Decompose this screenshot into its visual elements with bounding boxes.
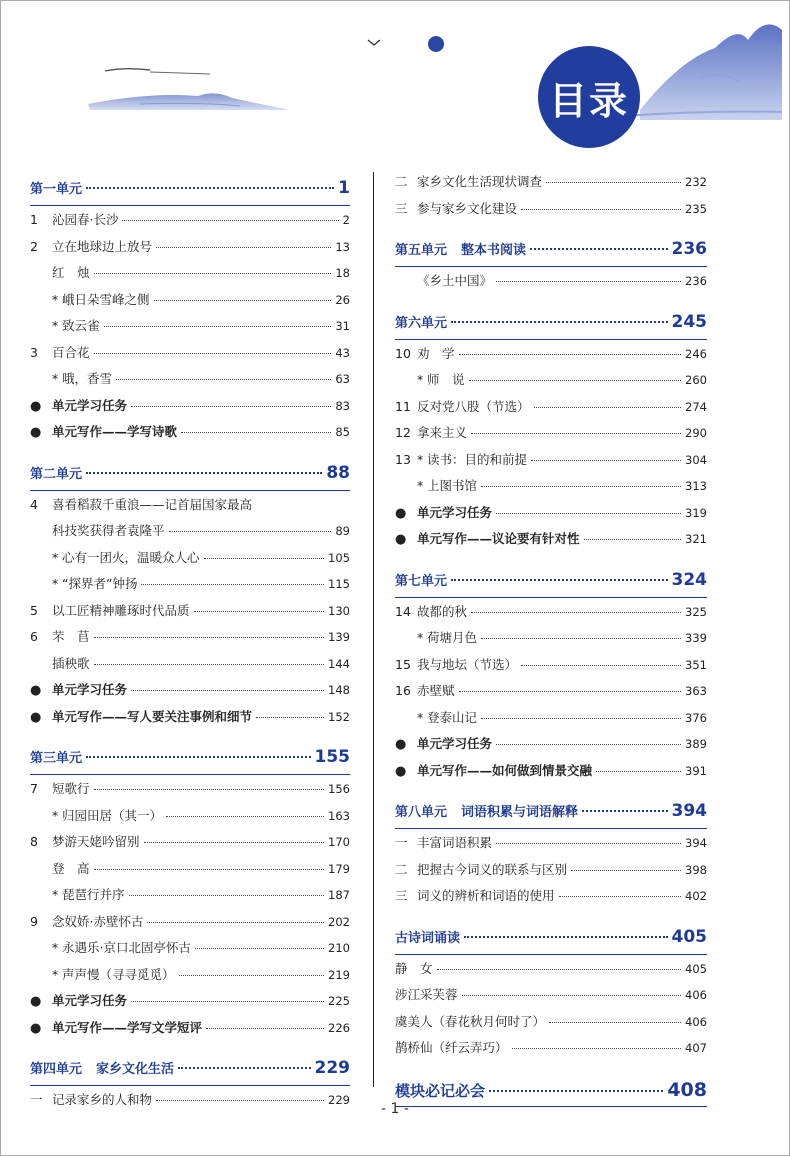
toc-entry[interactable] <box>395 628 707 655</box>
entry-page: 26 <box>335 292 350 307</box>
entry-number: 4 <box>30 496 38 512</box>
toc-entry[interactable] <box>30 654 350 681</box>
entry-page: 225 <box>328 994 350 1008</box>
entry-page: 31 <box>335 319 350 333</box>
leader-dots <box>156 247 331 248</box>
entry-page: 144 <box>328 656 350 671</box>
leader-dots <box>469 380 682 381</box>
leader-dots <box>166 816 324 817</box>
entry-title: 喜看稻菽千重浪——记首届国家最高 <box>52 496 253 512</box>
self-study-mark: * <box>52 807 59 823</box>
toc-entry[interactable] <box>395 199 707 226</box>
entry-number: 6 <box>30 629 38 644</box>
entry-number: 15 <box>395 656 411 672</box>
entry-title: 梦游天姥吟留别 <box>52 834 140 849</box>
leader-dots <box>94 789 325 790</box>
entry-page: 389 <box>685 737 707 751</box>
entry-title: 我与地坛（节选） <box>417 656 518 672</box>
leader-dots <box>481 638 681 639</box>
entry-title: 单元写作——如何做到情景交融 <box>417 762 593 778</box>
entry-number: 9 <box>30 913 38 929</box>
entry-page: 321 <box>685 532 707 546</box>
unit-heading[interactable]: 第七单元 324 <box>395 569 707 590</box>
leader-dots <box>206 1028 324 1029</box>
entry-title: 心有一团火，温暖众人心 <box>62 549 200 565</box>
entry-title: 科技奖获得者袁隆平 <box>52 523 165 538</box>
toc-entry[interactable] <box>30 965 350 992</box>
entry-number: 14 <box>395 603 411 619</box>
leader-dots <box>437 969 682 970</box>
toc-entry[interactable] <box>395 655 707 682</box>
leader-dots <box>154 300 332 301</box>
leader-dots <box>512 1048 682 1049</box>
entry-title: 短歌行 <box>52 781 90 796</box>
entry-page: 407 <box>685 1041 707 1055</box>
toc-entry[interactable] <box>395 172 707 199</box>
toc-entry[interactable] <box>395 708 707 735</box>
entry-page: 210 <box>328 941 350 955</box>
toc-entry[interactable] <box>395 370 707 397</box>
toc-entry[interactable] <box>30 495 350 522</box>
leader-dots <box>104 326 332 327</box>
toc-right-column <box>395 172 707 1111</box>
leader-dots <box>521 665 681 666</box>
toc-entry[interactable] <box>30 912 350 939</box>
landscape-illustration <box>0 0 790 160</box>
toc-entry[interactable] <box>395 886 707 913</box>
entry-page: 130 <box>328 603 350 618</box>
toc-entry[interactable] <box>395 397 707 424</box>
toc-entry[interactable] <box>30 237 350 264</box>
unit-heading[interactable]: 模块必记必会 408 <box>395 1078 707 1101</box>
entry-title: 丰富词语积累 <box>417 835 493 850</box>
self-study-mark: * <box>52 940 59 955</box>
entry-number: 12 <box>395 425 411 440</box>
leader-dots <box>94 664 325 665</box>
entry-number: 三 <box>395 200 408 216</box>
entry-page: 274 <box>685 399 707 414</box>
unit-heading[interactable]: 第五单元 整本书阅读 236 <box>395 239 707 259</box>
leader-dots <box>481 486 681 487</box>
entry-page: 260 <box>685 373 707 387</box>
entry-title: 涉江采芙蓉 <box>395 987 458 1002</box>
leader-dots <box>596 771 681 772</box>
column-divider <box>373 172 374 1087</box>
entry-page: 313 <box>685 479 707 493</box>
leader-dots <box>131 1001 324 1002</box>
entry-title: 劝 学 <box>417 345 455 361</box>
entry-number: 三 <box>395 888 408 903</box>
entry-title: 单元学习任务 <box>52 682 128 697</box>
entry-title: 单元写作——写人要关注事例和细节 <box>52 708 253 724</box>
entry-number: 16 <box>395 683 411 698</box>
entry-title: 单元学习任务 <box>417 736 493 751</box>
entry-title: 念奴娇·赤壁怀古 <box>52 913 144 929</box>
toc-entry[interactable] <box>30 779 350 806</box>
entry-number: 10 <box>395 345 411 361</box>
entry-page: 152 <box>328 709 350 724</box>
leader-dots <box>559 896 682 897</box>
entry-page: 376 <box>685 710 707 725</box>
entry-number: 3 <box>30 344 38 360</box>
toc-entry[interactable] <box>395 1012 707 1039</box>
entry-page: 226 <box>328 1020 350 1035</box>
entry-page: 391 <box>685 763 707 778</box>
unit-heading[interactable]: 第三单元 155 <box>30 747 350 767</box>
entry-page: 363 <box>685 684 707 698</box>
toc-entry[interactable] <box>30 422 350 449</box>
entry-title: 师 说 <box>427 372 465 387</box>
self-study-mark: * <box>52 887 59 902</box>
entry-page: 219 <box>328 967 350 982</box>
entry-title: 百合花 <box>52 344 90 360</box>
entry-page: 89 <box>335 524 350 538</box>
toc-entry[interactable] <box>30 627 350 654</box>
toc-entry[interactable] <box>395 529 707 556</box>
entry-page: 163 <box>328 808 350 823</box>
entry-number: 二 <box>395 861 408 877</box>
toc-entry[interactable] <box>30 938 350 965</box>
leader-dots <box>147 922 324 923</box>
toc-entry[interactable] <box>395 959 707 986</box>
self-study-mark: * <box>417 478 424 493</box>
entry-title: 单元写作——学写文学短评 <box>52 1019 203 1035</box>
entry-number: 二 <box>395 174 408 189</box>
toc-entry[interactable] <box>30 806 350 833</box>
leader-dots <box>204 558 325 559</box>
toc-entry[interactable] <box>395 476 707 503</box>
entry-page: 83 <box>335 398 350 413</box>
toc-entry[interactable] <box>395 503 707 530</box>
toc-entry[interactable] <box>30 521 350 548</box>
leader-dots <box>195 948 324 949</box>
toc-entry[interactable] <box>30 832 350 859</box>
entry-title: 读书：目的和前提 <box>427 451 528 467</box>
entry-title: 沁园春·长沙 <box>52 212 119 227</box>
entry-title: 把握古今词义的联系与区别 <box>417 861 568 877</box>
entry-page: 235 <box>685 201 707 216</box>
entry-title: 立在地球边上放号 <box>52 238 153 254</box>
leader-dots <box>122 220 338 221</box>
entry-title: “探界者”钟扬 <box>62 576 138 591</box>
entry-title: 词义的辨析和词语的使用 <box>417 888 555 903</box>
entry-title: 单元学习任务 <box>417 504 493 520</box>
entry-page: 319 <box>685 505 707 520</box>
leader-dots <box>94 637 325 638</box>
bullet-icon: ● <box>395 737 407 752</box>
entry-page: 406 <box>685 988 707 1002</box>
leader-dots <box>462 995 682 996</box>
entry-page: 43 <box>335 345 350 360</box>
entry-title: 单元写作——议论要有针对性 <box>417 531 580 546</box>
entry-page: 351 <box>685 657 707 672</box>
toc-entry[interactable] <box>30 601 350 628</box>
entry-page: 148 <box>328 683 350 697</box>
entry-page: 202 <box>328 914 350 929</box>
toc-entry[interactable] <box>395 860 707 887</box>
entry-page: 187 <box>328 888 350 902</box>
toc-entry[interactable] <box>395 681 707 708</box>
bullet-icon: ● <box>30 709 42 725</box>
leader-dots <box>94 353 332 354</box>
leader-dots <box>141 584 324 585</box>
self-study-mark: * <box>52 371 59 386</box>
toc-entry[interactable] <box>395 450 707 477</box>
toc-entry[interactable] <box>30 210 350 237</box>
leader-dots <box>496 513 681 514</box>
entry-page: 63 <box>335 372 350 386</box>
bullet-icon: ● <box>30 683 42 698</box>
bullet-icon: ● <box>395 505 407 521</box>
entry-title: 声声慢（寻寻觅觅） <box>62 966 175 982</box>
toc-entry[interactable] <box>30 263 350 290</box>
entry-number: 7 <box>30 781 38 796</box>
entry-title: 永遇乐·京口北固亭怀古 <box>62 940 191 955</box>
toc-entry[interactable] <box>30 574 350 601</box>
entry-number: 2 <box>30 238 38 254</box>
entry-page: 105 <box>328 550 350 565</box>
entry-title: 峨日朵雪峰之侧 <box>62 291 150 307</box>
toc-entry[interactable] <box>30 1018 350 1045</box>
entry-title: 登泰山记 <box>427 709 478 725</box>
leader-dots <box>546 182 681 183</box>
leader-dots <box>521 209 681 210</box>
leader-dots <box>129 895 325 896</box>
entry-page: 229 <box>328 1093 350 1107</box>
toc-entry[interactable] <box>30 290 350 317</box>
entry-number: 5 <box>30 602 38 618</box>
entry-title: 红 烛 <box>52 265 90 280</box>
leader-dots <box>534 407 682 408</box>
self-study-mark: * <box>52 576 59 591</box>
bullet-icon: ● <box>30 425 42 440</box>
entry-title: 家乡文化生活现状调查 <box>417 174 543 189</box>
entry-page: 406 <box>685 1014 707 1029</box>
entry-title: 静 女 <box>395 960 433 976</box>
entry-title: 反对党八股（节选） <box>417 398 530 414</box>
toc-entry[interactable] <box>395 833 707 860</box>
page-title: 目录 <box>548 78 629 123</box>
leader-dots <box>549 1022 681 1023</box>
entry-page: 170 <box>328 835 350 849</box>
entry-page: 139 <box>328 630 350 644</box>
entry-title: 虞美人（春花秋月何时了） <box>395 1013 546 1029</box>
entry-title: 归园田居（其一） <box>62 807 163 823</box>
entry-title: 单元学习任务 <box>52 397 128 413</box>
entry-page: 115 <box>328 577 350 591</box>
toc-entry[interactable] <box>30 859 350 886</box>
entry-page: 85 <box>335 425 350 439</box>
self-study-mark: * <box>52 318 59 333</box>
self-study-mark: * <box>417 709 424 725</box>
toc-entry[interactable] <box>30 343 350 370</box>
leader-dots <box>481 718 681 719</box>
leader-dots <box>194 611 325 612</box>
entry-title: 芣 苢 <box>52 629 90 644</box>
entry-title: 以工匠精神雕琢时代品质 <box>52 602 190 618</box>
self-study-mark: * <box>52 291 59 307</box>
entry-page: 18 <box>335 266 350 280</box>
self-study-mark: * <box>417 630 424 645</box>
entry-page: 13 <box>335 239 350 254</box>
unit-heading[interactable]: 古诗词诵读 405 <box>395 926 707 947</box>
entry-number: 8 <box>30 834 38 849</box>
entry-page: 405 <box>685 961 707 976</box>
entry-title: 单元写作——学写诗歌 <box>52 424 178 439</box>
entry-page: 236 <box>685 274 707 288</box>
toc-entry[interactable] <box>395 271 707 298</box>
leader-dots <box>496 744 681 745</box>
entry-page: 156 <box>328 782 350 796</box>
entry-page: 398 <box>685 862 707 877</box>
leader-dots <box>459 354 682 355</box>
unit-heading[interactable]: 第六单元 245 <box>395 311 707 332</box>
leader-dots <box>531 460 681 461</box>
entry-title: 鹊桥仙（纤云弄巧） <box>395 1040 508 1055</box>
toc-entry[interactable] <box>30 991 350 1018</box>
toc-entry[interactable] <box>395 1038 707 1065</box>
leader-dots <box>116 379 331 380</box>
entry-title: 参与家乡文化建设 <box>417 200 518 216</box>
entry-page: 394 <box>685 836 707 850</box>
leader-dots <box>131 690 324 691</box>
entry-page: 325 <box>685 604 707 619</box>
entry-title: 赤壁赋 <box>417 683 455 698</box>
leader-dots <box>179 975 325 976</box>
toc-entry[interactable] <box>395 734 707 761</box>
self-study-mark: * <box>417 372 424 387</box>
entry-title: 上图书馆 <box>427 478 478 493</box>
unit-heading[interactable]: 第八单元 词语积累与词语解释 394 <box>395 801 707 821</box>
toc-entry[interactable] <box>395 602 707 629</box>
leader-dots <box>94 273 332 274</box>
entry-title: 记录家乡的人和物 <box>52 1092 153 1107</box>
leader-dots <box>131 406 331 407</box>
toc-entry[interactable] <box>395 761 707 788</box>
toc-entry[interactable] <box>30 369 350 396</box>
bullet-icon: ● <box>30 1020 42 1036</box>
toc-entry[interactable] <box>30 680 350 707</box>
entry-title: 登 高 <box>52 860 90 876</box>
toc-entry[interactable] <box>395 985 707 1012</box>
toc-left-column <box>30 172 350 1117</box>
bullet-icon: ● <box>30 398 42 414</box>
toc-entry[interactable] <box>395 423 707 450</box>
leader-dots <box>144 842 325 843</box>
page-number: - 1 - <box>381 1101 409 1117</box>
unit-heading[interactable]: 第一单元 1 <box>30 178 350 198</box>
leader-dots <box>471 612 681 613</box>
bullet-icon: ● <box>395 763 407 779</box>
entry-title: 单元学习任务 <box>52 993 128 1008</box>
unit-heading[interactable]: 第四单元 家乡文化生活 229 <box>30 1058 350 1078</box>
self-study-mark: * <box>417 451 424 467</box>
leader-dots <box>571 870 681 871</box>
entry-page: 246 <box>685 346 707 361</box>
entry-page: 402 <box>685 889 707 903</box>
bullet-icon: ● <box>30 994 42 1009</box>
toc-entry[interactable] <box>30 316 350 343</box>
self-study-mark: * <box>52 549 59 565</box>
leader-dots <box>496 281 681 282</box>
toc-entry[interactable] <box>30 548 350 575</box>
entry-title: 哦，香雪 <box>62 371 113 386</box>
leader-dots <box>181 432 331 433</box>
leader-dots <box>94 869 325 870</box>
leader-dots <box>471 433 681 434</box>
toc-entry[interactable] <box>30 885 350 912</box>
entry-page: 304 <box>685 452 707 467</box>
entry-number: 一 <box>30 1092 43 1107</box>
toc-entry[interactable] <box>30 396 350 423</box>
entry-page: 232 <box>685 175 707 189</box>
entry-title: 荷塘月色 <box>427 630 478 645</box>
entry-page: 339 <box>685 631 707 645</box>
entry-page: 179 <box>328 861 350 876</box>
toc-entry[interactable] <box>395 344 707 371</box>
self-study-mark: * <box>52 966 59 982</box>
bullet-icon: ● <box>395 532 407 547</box>
leader-dots <box>496 843 681 844</box>
leader-dots <box>584 539 682 540</box>
leader-dots <box>169 531 332 532</box>
title-badge <box>538 46 640 148</box>
toc-entry[interactable] <box>30 707 350 734</box>
unit-heading[interactable]: 第二单元 88 <box>30 462 350 483</box>
entry-number: 11 <box>395 398 411 414</box>
entry-page: 290 <box>685 426 707 440</box>
entry-title: 《乡土中国》 <box>417 273 493 288</box>
entry-number: 13 <box>395 451 411 467</box>
leader-dots <box>256 717 324 718</box>
entry-number: 一 <box>395 835 408 850</box>
entry-title: 琵琶行并序 <box>62 887 125 902</box>
entry-title: 插秧歌 <box>52 655 90 671</box>
entry-number: 1 <box>30 212 38 227</box>
leader-dots <box>459 691 682 692</box>
entry-page: 2 <box>342 213 350 227</box>
entry-title: 拿来主义 <box>417 425 468 440</box>
entry-title: 故都的秋 <box>417 603 468 619</box>
entry-title: 致云雀 <box>62 318 100 333</box>
